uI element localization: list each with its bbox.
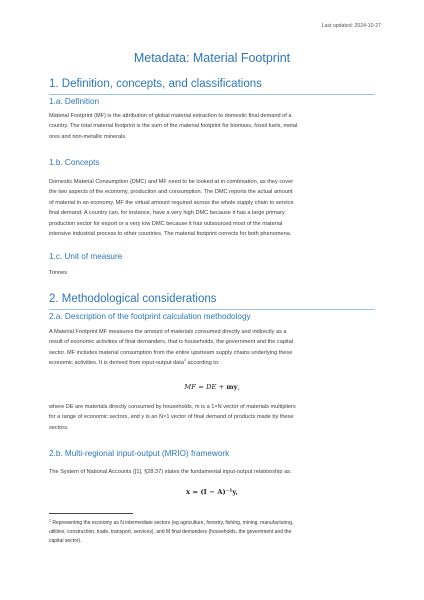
paragraph-line: production sector for export or a very low DMC because it has outsourced most of the material (49, 220, 283, 227)
equation-term: DE (205, 383, 217, 391)
footnote-reference[interactable]: 1 (183, 358, 186, 363)
line-text: according to: (185, 360, 220, 367)
input-output-equation: x = (I − A)⁻¹y, (185, 488, 239, 496)
footnote-line: utilities, construction, trade, transport, services), and M final demanders (households, the government and the (49, 528, 292, 535)
concepts-paragraph (49, 177, 375, 239)
paragraph-line: of material in an economy, MF the virtual amount required across the whole supply chain to service (49, 199, 294, 206)
paragraph-line: Domestic Material Consumption (DMC) and MF need to be looked at in combination, as they cover (49, 179, 294, 185)
equation-explanation-paragraph (49, 402, 375, 433)
paragraph-line: where DE are materials directly consumed by households, m is a 1×N vector of materials multipliers (49, 404, 296, 410)
mrio-paragraph: The System of National Accounts ([1], §28.37) states the fundamental input-output relationship as: (49, 469, 292, 475)
footnote-line: capital sector). (49, 537, 82, 544)
section-1a-heading: 1.a. Definition (49, 97, 100, 106)
paragraph-line: ores and non-metallic minerals. (49, 133, 127, 140)
paragraph-line: result of economic activities of final demanders, that is households, the government and the capital (49, 339, 294, 346)
section-1-underline (49, 94, 375, 95)
paragraph-line: intensive industrial process to other countries. The material footprint corrects for both phenomena. (49, 231, 292, 238)
material-footprint-equation (0, 383, 424, 391)
footnote-marker: 1 (49, 518, 51, 523)
last-updated-date: Last updated: 2024-10-27 (321, 23, 381, 29)
unit-of-measure-text: Tonnes (49, 270, 68, 276)
definition-paragraph (49, 111, 375, 142)
paragraph-line: A Material Footprint MF measures the amount of materials consumed directly and indirectly as a (49, 329, 287, 335)
section-2b-heading: 2.b. Multi-regional input-output (MRIO) framework (49, 449, 230, 458)
section-1b-heading: 1.b. Concepts (49, 158, 100, 167)
paragraph-line: final demand. A country can, for instance, have a very high DMC because it has a large primary (49, 210, 285, 217)
paragraph-line: sectors. (49, 424, 69, 431)
equation-end: , (237, 383, 240, 391)
line-text: economic activities. It is derived from input-output data (49, 360, 184, 367)
section-1-heading: 1. Definition, concepts, and classifications (49, 78, 262, 90)
section-2a-heading: 2.a. Description of the footprint calculation methodology (49, 312, 251, 321)
section-2-underline (49, 309, 375, 310)
methodology-paragraph (49, 327, 375, 369)
equation-term: MF (184, 383, 196, 391)
paragraph-line: country. The total material footprint is the sum of the material footprint for biomass, fossil fuels, metal (49, 123, 298, 130)
footnote-line (49, 519, 379, 528)
equation-term: my (226, 383, 238, 391)
section-1c-heading: 1.c. Unit of measure (49, 252, 123, 261)
equation-operator: = (195, 383, 206, 391)
paragraph-line: for a range of economic sectors, and y is an N×1 vector of final demand of products made by these (49, 414, 294, 421)
footnote-text: Representing the economy as N intermediate sectors (eg agriculture, forestry, fishing, mining, manufacturing, (51, 520, 294, 526)
footnote (49, 519, 379, 545)
document-title: Metadata: Material Footprint (133, 51, 291, 65)
footnote-separator (49, 513, 133, 514)
paragraph-line: the two aspects of the economy, production and consumption. The DMC reports the actual amount (49, 189, 293, 196)
paragraph-line (49, 358, 375, 368)
paragraph-line: Material Footprint (MF) is the attribution of global material extraction to domestic final demand of a (49, 113, 292, 119)
paragraph-line: sector. MF includes material consumption from the entire upstream supply chains underlying these (49, 349, 293, 356)
equation-operator: + (216, 383, 227, 391)
section-2-heading: 2. Methodological considerations (49, 293, 217, 305)
